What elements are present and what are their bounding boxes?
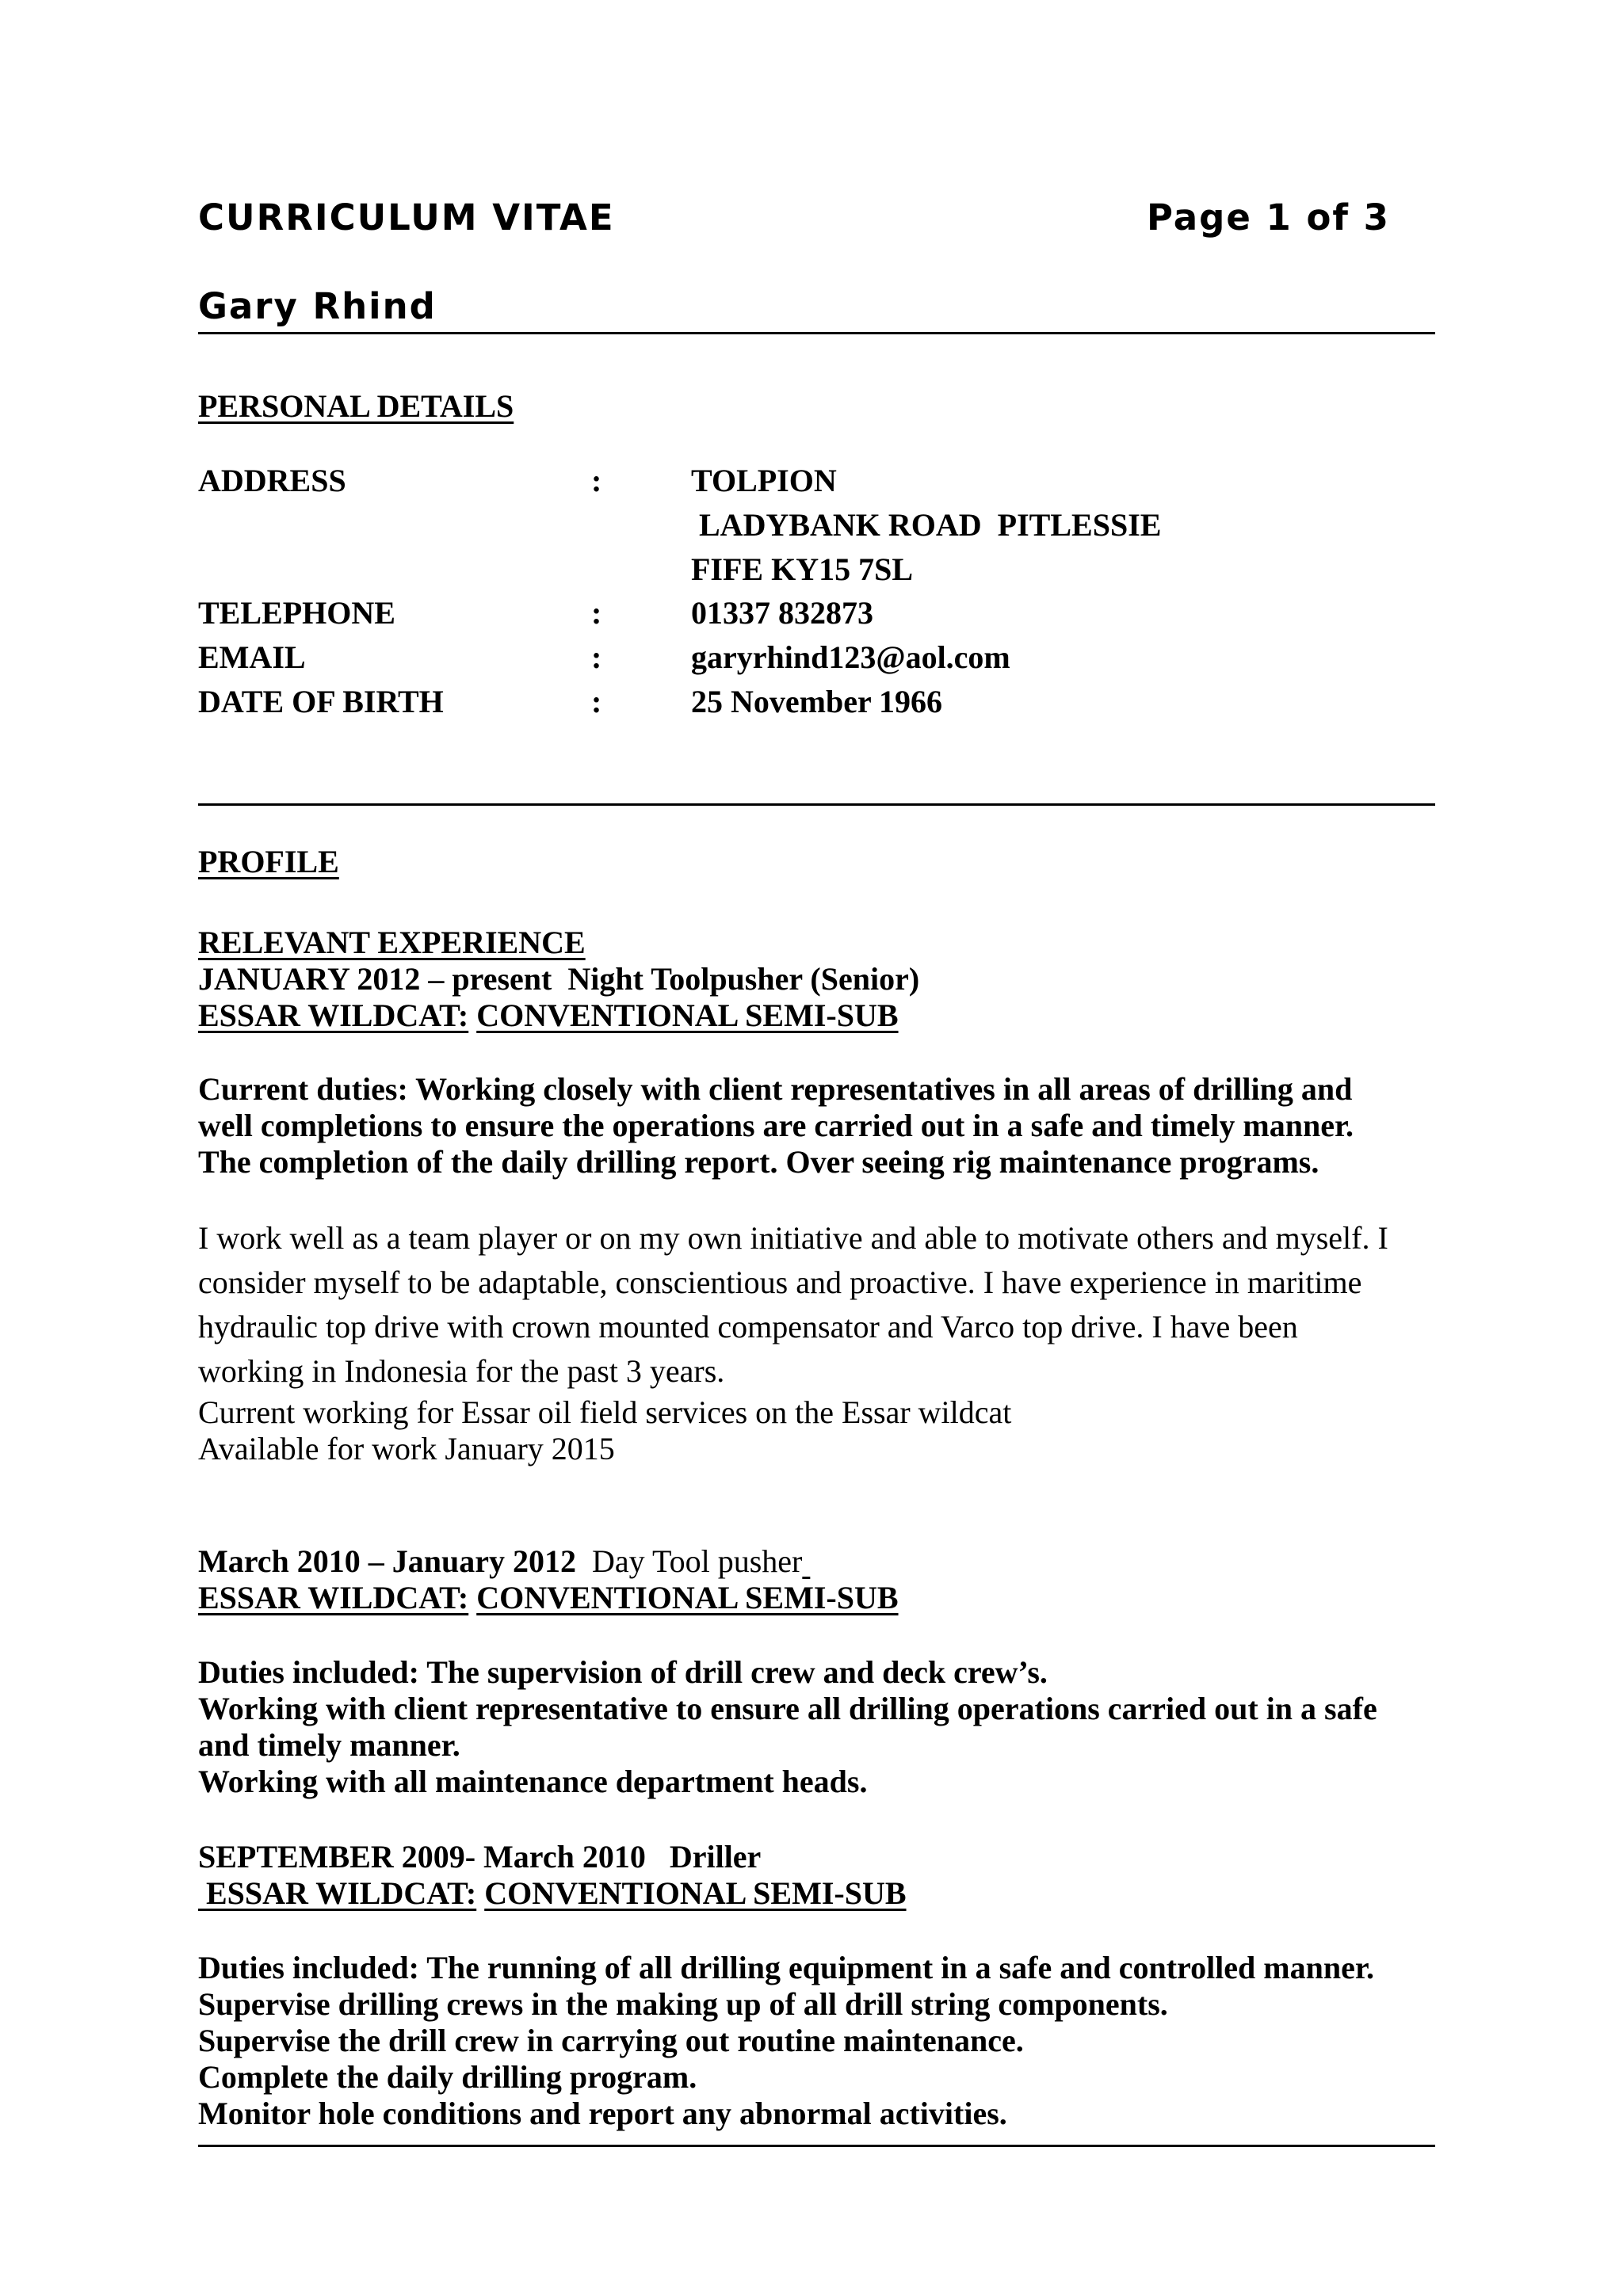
dob-colon: :	[591, 684, 602, 719]
job3-dates-title: SEPTEMBER 2009- March 2010 Driller	[198, 1839, 762, 1875]
experience-heading: RELEVANT EXPERIENCE	[198, 925, 586, 960]
job1-dates-title: JANUARY 2012 – present Night Toolpusher (Senior)	[198, 961, 920, 997]
job2-rig	[198, 1580, 899, 1616]
personal-divider	[198, 803, 1435, 806]
address-line-1: TOLPION	[691, 463, 837, 498]
job1-summary	[198, 1216, 1434, 1394]
job2-rig-name: ESSAR WILDCAT:	[198, 1580, 469, 1615]
job3-rig	[198, 1875, 907, 1912]
address-line-2: LADYBANK ROAD PITLESSIE	[691, 507, 1162, 543]
telephone-colon: :	[591, 595, 602, 631]
job1-rig-name: ESSAR WILDCAT:	[198, 997, 469, 1033]
job2-duty-line: and timely manner.	[198, 1727, 460, 1763]
job2-duty-line: Duties included: The supervision of drill crew and deck crew’s.	[198, 1654, 1048, 1690]
summary-line: hydraulic top drive with crown mounted compensator and Varco top drive. I have been	[198, 1309, 1298, 1344]
job2-duties	[198, 1654, 1434, 1800]
job3-rig-type: CONVENTIONAL SEMI-SUB	[484, 1875, 907, 1911]
summary-line: consider myself to be adaptable, conscientious and proactive. I have experience in maritime	[198, 1264, 1362, 1300]
header-divider	[198, 332, 1435, 334]
note-line: Current working for Essar oil field services on the Essar wildcat	[198, 1394, 1012, 1430]
footer-divider	[198, 2145, 1435, 2147]
dob-value: 25 November 1966	[691, 684, 942, 719]
email-label: EMAIL	[198, 639, 306, 675]
job3-duty-line: Monitor hole conditions and report any abnormal activities.	[198, 2096, 1007, 2131]
job3-duties	[198, 1950, 1434, 2132]
personal-details-heading: PERSONAL DETAILS	[198, 388, 514, 424]
job3-duty-line: Duties included: The running of all drilling equipment in a safe and controlled manner.	[198, 1950, 1374, 1985]
summary-line: working in Indonesia for the past 3 years.	[198, 1353, 725, 1389]
job2-rig-type: CONVENTIONAL SEMI-SUB	[476, 1580, 899, 1615]
document-title: CURRICULUM VITAE	[198, 196, 615, 238]
job3-duty-line: Complete the daily drilling program.	[198, 2059, 697, 2095]
email-value: garyrhind123@aol.com	[691, 639, 1010, 675]
job1-duty-line: well completions to ensure the operations are carried out in a safe and timely manner.	[198, 1108, 1354, 1143]
job1-duties	[198, 1071, 1434, 1180]
job2-title: Day Tool pusher	[592, 1543, 803, 1579]
candidate-name: Gary Rhind	[198, 285, 437, 327]
telephone-value: 01337 832873	[691, 595, 873, 631]
job2-header	[198, 1543, 810, 1580]
profile-heading: PROFILE	[198, 844, 339, 879]
summary-line: I work well as a team player or on my own initiative and able to motivate others and myself. I	[198, 1220, 1388, 1256]
page-number: Page 1 of 3	[1147, 196, 1390, 238]
job1-rig-type: CONVENTIONAL SEMI-SUB	[476, 997, 899, 1033]
job2-dates: March 2010 – January 2012	[198, 1543, 577, 1579]
job2-duty-line: Working with client representative to ensure all drilling operations carried out in a safe	[198, 1691, 1377, 1726]
note-line: Available for work January 2015	[198, 1431, 615, 1466]
job3-rig-name: ESSAR WILDCAT:	[198, 1875, 477, 1911]
address-label: ADDRESS	[198, 463, 346, 498]
job2-duty-line: Working with all maintenance department heads.	[198, 1764, 868, 1799]
job1-duty-line: The completion of the daily drilling report. Over seeing rig maintenance programs.	[198, 1144, 1319, 1180]
address-colon: :	[591, 463, 602, 498]
job3-duty-line: Supervise the drill crew in carrying out routine maintenance.	[198, 2023, 1024, 2058]
job1-notes	[198, 1394, 1434, 1467]
address-line-3: FIFE KY15 7SL	[691, 551, 914, 587]
job1-rig	[198, 997, 899, 1034]
job3-duty-line: Supervise drilling crews in the making up of all drill string components.	[198, 1986, 1168, 2022]
dob-label: DATE OF BIRTH	[198, 684, 444, 719]
email-colon: :	[591, 639, 602, 675]
telephone-label: TELEPHONE	[198, 595, 395, 631]
job1-duty-line: Current duties: Working closely with client representatives in all areas of drilling and	[198, 1071, 1353, 1107]
